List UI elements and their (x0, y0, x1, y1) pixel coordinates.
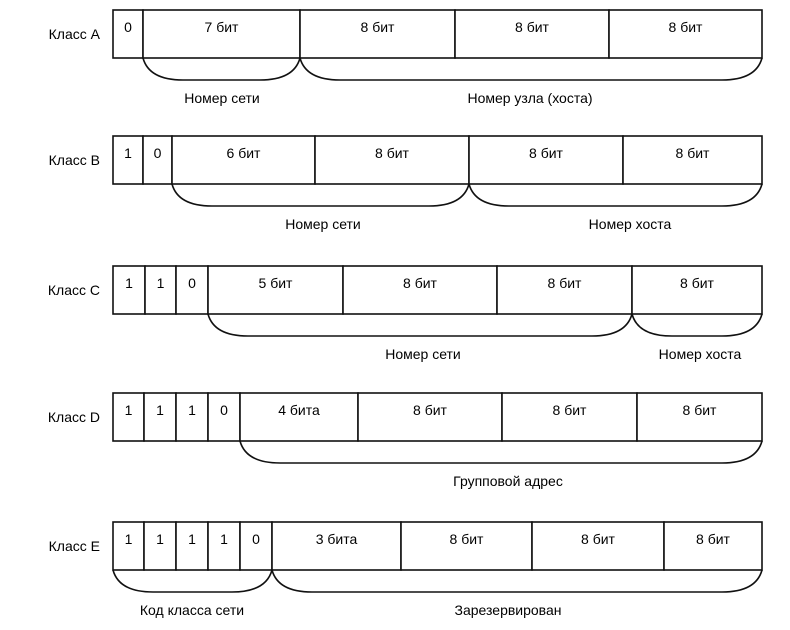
class-c-brace-label-1: Номер хоста (658, 346, 742, 362)
class-e-brace-label-1: Зарезервирован (454, 602, 562, 618)
class-a-row (49, 10, 762, 106)
class-c-cell-1-text: 1 (156, 275, 165, 291)
class-b-brace-1 (469, 184, 762, 206)
class-a-brace-1 (300, 58, 762, 80)
class-d-cell-4-text: 4 бита (278, 402, 320, 418)
class-b-cell-1-text: 0 (153, 145, 162, 161)
class-e-cell-3-text: 1 (220, 531, 228, 547)
class-e-row (49, 522, 762, 618)
class-e-cell-7-text: 8 бит (581, 531, 615, 547)
class-d-row (48, 393, 762, 489)
class-e-brace-0 (113, 570, 272, 592)
class-e-cell-5-text: 3 бита (315, 531, 358, 547)
class-a-label: Класс A (48, 26, 100, 42)
class-e-brace-label-0: Код класса сети (139, 602, 245, 618)
class-d-cell-3-text: 0 (220, 402, 228, 418)
class-d-cell-6-text: 8 бит (552, 402, 587, 418)
class-b-cell-5-text: 8 бит (675, 145, 710, 161)
class-a-brace-0 (143, 58, 300, 80)
class-b-label: Класс B (48, 152, 100, 168)
class-a-cell-3-text: 8 бит (515, 19, 549, 35)
class-b-cell-0-text: 1 (124, 145, 132, 161)
class-a-brace-label-0: Номер сети (184, 90, 260, 106)
class-d-cell-2-text: 1 (188, 402, 196, 418)
class-b-cell-2-text: 6 бит (226, 145, 261, 161)
class-b-cell-3-text: 8 бит (375, 145, 409, 161)
class-e-cell-4-text: 0 (252, 531, 260, 547)
class-d-label: Класс D (47, 409, 100, 425)
class-b-brace-label-1: Номер хоста (588, 216, 672, 232)
class-b-row (49, 136, 762, 232)
class-e-cell-2-text: 1 (188, 531, 196, 547)
class-d-brace-label-0: Групповой адрес (453, 473, 563, 489)
class-a-cell-0-text: 0 (124, 19, 132, 35)
class-c-cell-3-text: 5 бит (258, 275, 293, 291)
class-c-cell-4-text: 8 бит (403, 275, 437, 291)
class-d-brace-0 (240, 441, 762, 463)
class-c-cell-5-text: 8 бит (547, 275, 582, 291)
class-c-brace-0 (208, 314, 632, 336)
class-a-cell-2-text: 8 бит (360, 19, 395, 35)
class-e-cell-6-text: 8 бит (449, 531, 484, 547)
class-a-cell-4-text: 8 бит (668, 19, 703, 35)
class-e-label: Класс E (48, 538, 100, 554)
class-e-cell-0-text: 1 (124, 531, 133, 547)
class-b-brace-0 (172, 184, 469, 206)
class-e-brace-1 (272, 570, 762, 592)
class-e-cell-8-text: 8 бит (696, 531, 730, 547)
class-c-cell-6-text: 8 бит (680, 275, 714, 291)
class-d-cell-5-text: 8 бит (413, 402, 447, 418)
class-d-cell-1-text: 1 (156, 402, 164, 418)
class-a-cell-1-text: 7 бит (204, 19, 239, 35)
class-a-brace-label-1: Номер узла (хоста) (467, 90, 593, 106)
class-c-brace-1 (632, 314, 762, 336)
class-c-label: Класс C (47, 282, 100, 298)
class-c-row (48, 266, 762, 362)
class-c-brace-label-0: Номер сети (385, 346, 461, 362)
class-e-cell-1-text: 1 (156, 531, 164, 547)
class-d-cell-7-text: 8 бит (682, 402, 717, 418)
class-b-brace-label-0: Номер сети (285, 216, 361, 232)
class-d-cell-0-text: 1 (124, 402, 133, 418)
class-c-cell-0-text: 1 (125, 275, 133, 291)
class-b-cell-4-text: 8 бит (529, 145, 563, 161)
class-c-cell-2-text: 0 (188, 275, 196, 291)
